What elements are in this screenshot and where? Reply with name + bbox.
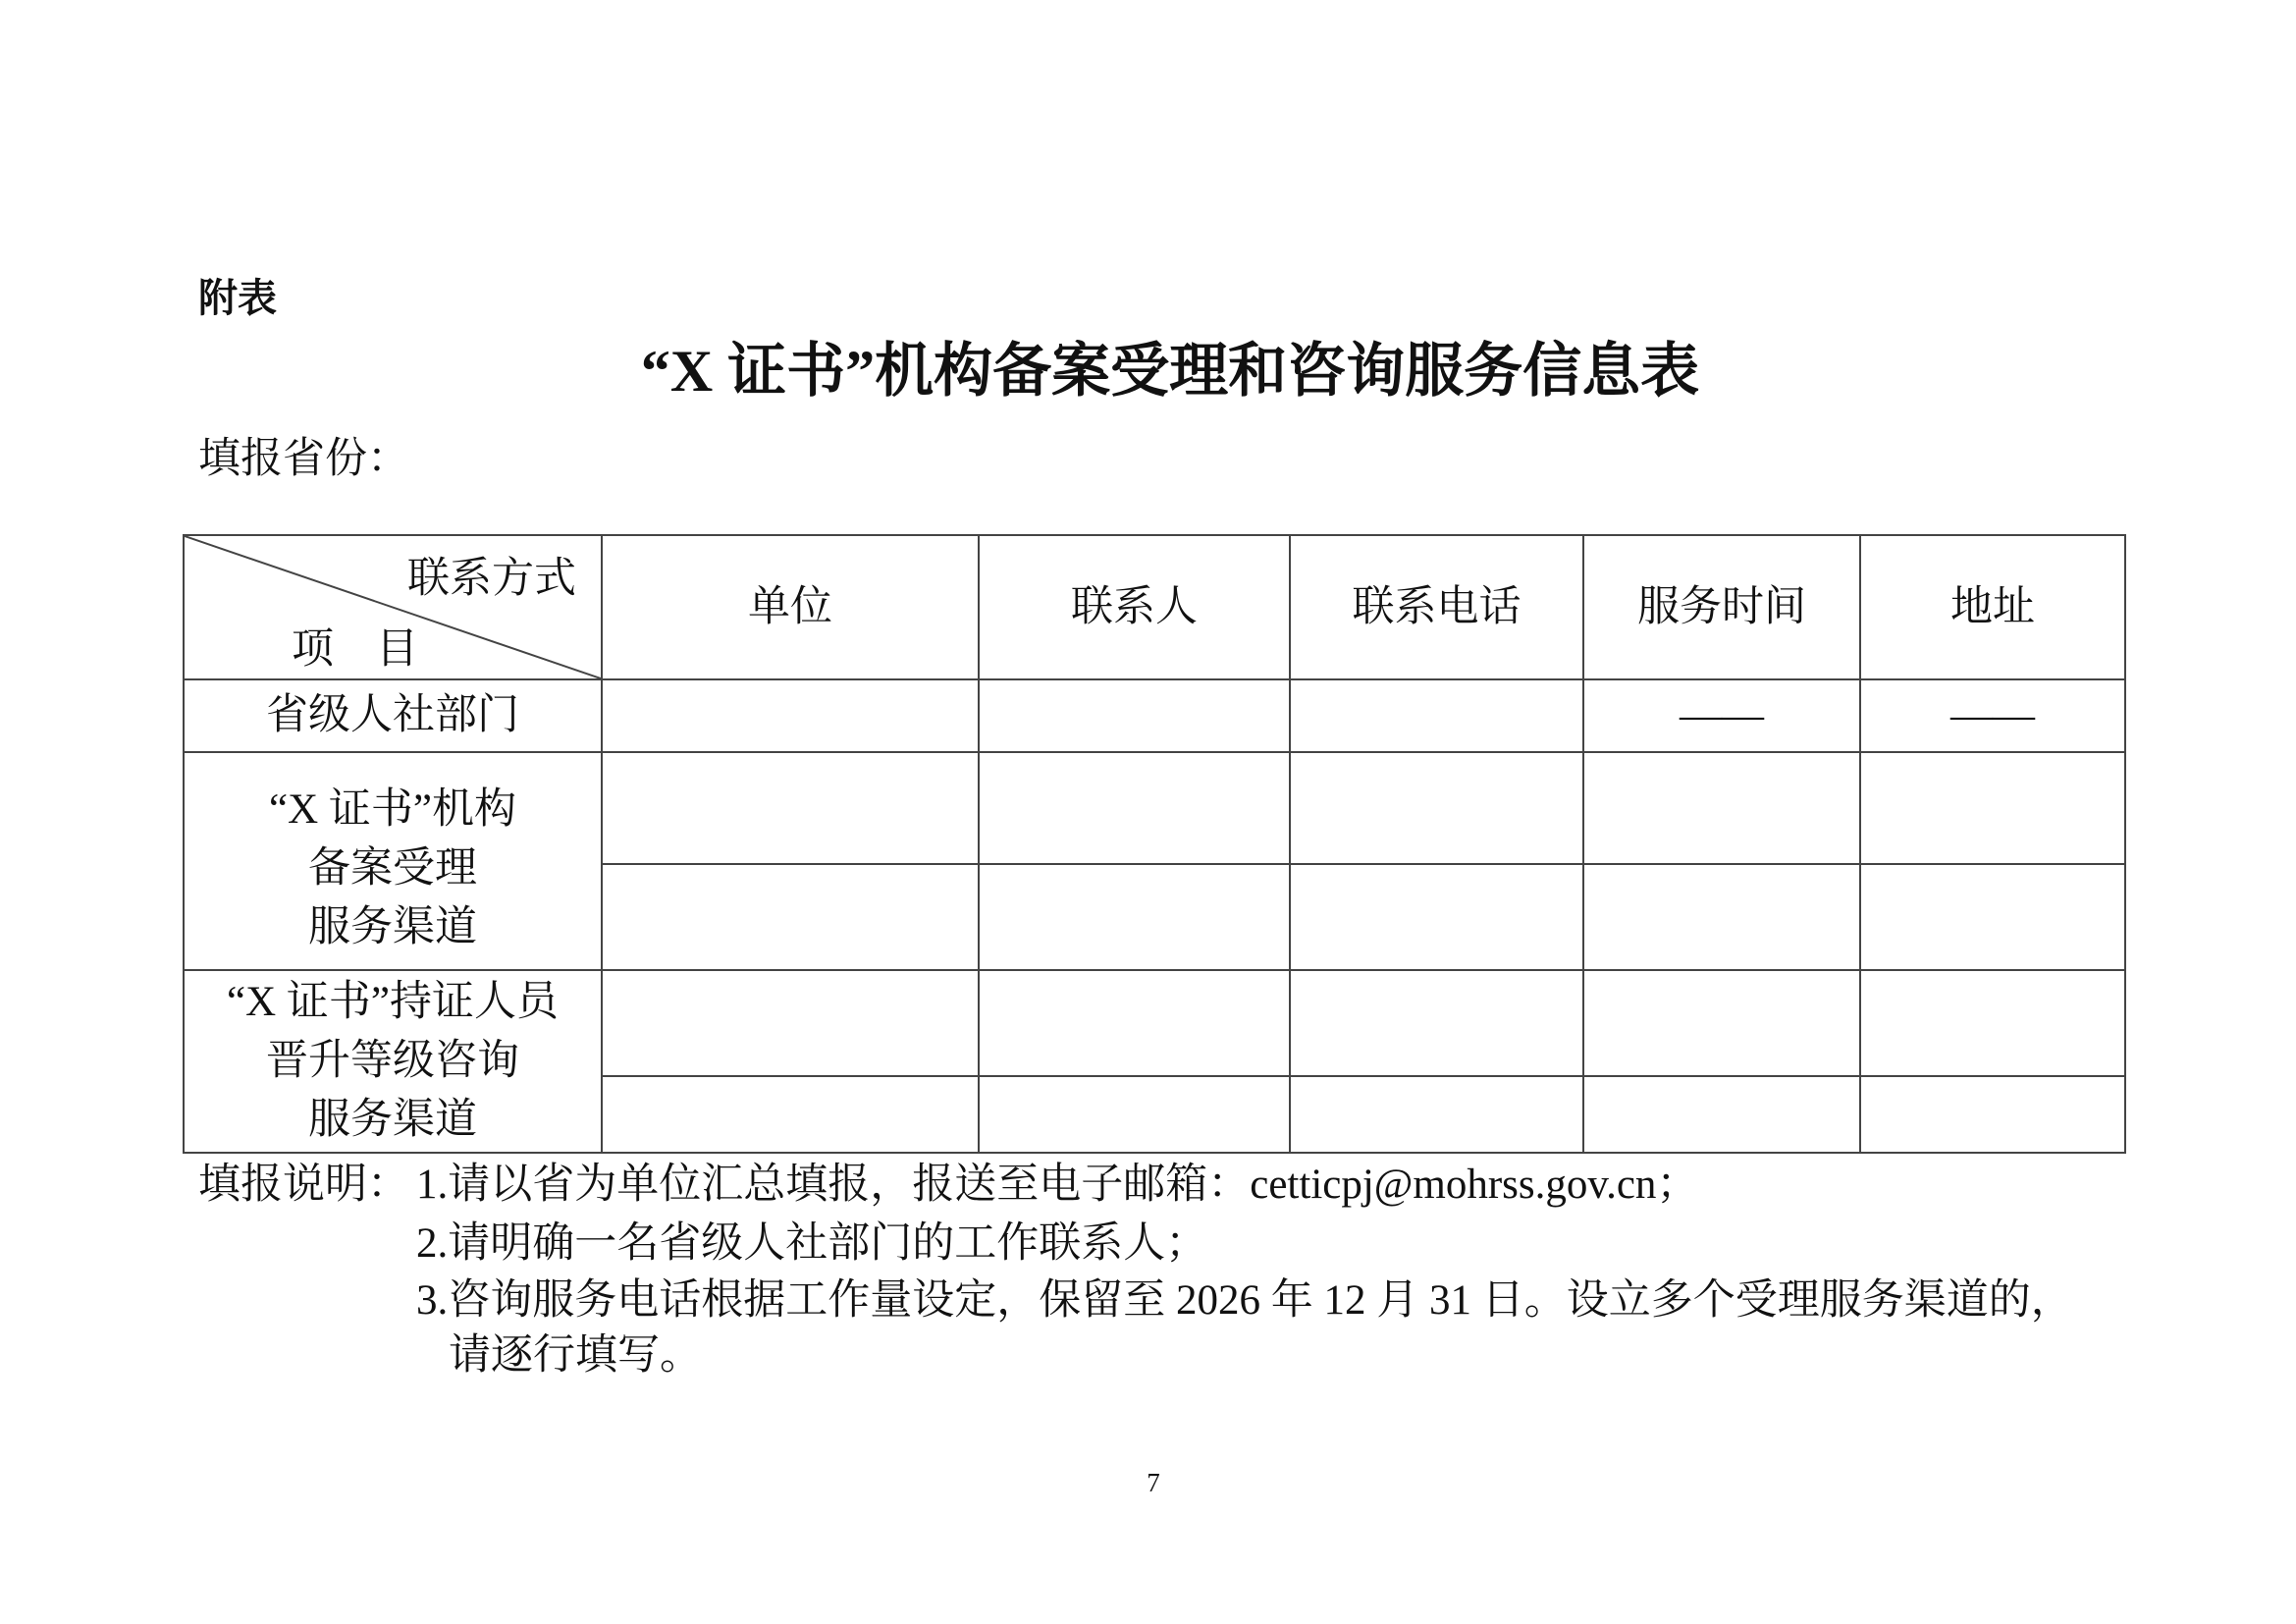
row-label-line: 晋升等级咨询: [266, 1038, 519, 1084]
filling-notes-item-3: 3.咨询服务电话根据工作量设定，保留至 2026 年 12 月 31 日。设立多个受理服务渠道的，: [416, 1277, 2073, 1324]
cell-provincial-phone: [1290, 679, 1583, 752]
cell-filing-2-phone: [1290, 864, 1583, 970]
filling-notes-label: 填报说明：: [198, 1162, 409, 1208]
cell-consult-1-service-time: [1583, 970, 1860, 1076]
row-label-line: “X 证书”机构: [269, 786, 516, 833]
page-title: “X 证书”机构备案受理和咨询服务信息表: [640, 339, 1700, 404]
cell-consult-2-contact-person: [979, 1076, 1290, 1153]
cell-filing-2-contact-person: [979, 864, 1290, 970]
row-label-line: “X 证书”持证人员: [227, 979, 559, 1025]
corner-header-contact-method: 联系方式: [407, 556, 576, 602]
cell-consult-1-contact-person: [979, 970, 1290, 1076]
cell-consult-2-address: [1860, 1076, 2125, 1153]
cell-filing-2-unit: [602, 864, 979, 970]
cell-filing-1-unit: [602, 752, 979, 864]
cell-consult-1-phone: [1290, 970, 1583, 1076]
filling-notes-item-3-continuation: 请逐行填写。: [449, 1332, 702, 1379]
row-label-line: 服务渠道: [308, 1097, 477, 1143]
table-header-row: [184, 535, 2125, 679]
table-corner-cell: [184, 535, 602, 679]
table-row-filing-channel-1: [184, 752, 2125, 864]
cell-filing-2-service-time: [1583, 864, 1860, 970]
column-header-address: 地址: [1860, 535, 2125, 679]
cell-consult-1-address: [1860, 970, 2125, 1076]
cell-filing-1-service-time: [1583, 752, 1860, 864]
cell-provincial-contact-person: [979, 679, 1290, 752]
cell-consult-2-unit: [602, 1076, 979, 1153]
corner-header-item: 项 目: [292, 626, 418, 673]
cell-consult-1-unit: [602, 970, 979, 1076]
filling-notes-item-1: [198, 1158, 1699, 1213]
column-header-service-time: 服务时间: [1583, 535, 1860, 679]
column-header-contact-person: 联系人: [979, 535, 1290, 679]
row-label-filing-channel: [184, 752, 602, 970]
cell-consult-2-phone: [1290, 1076, 1583, 1153]
column-header-unit: 单位: [602, 535, 979, 679]
column-header-phone: 联系电话: [1290, 535, 1583, 679]
row-label-line: 备案受理: [308, 845, 477, 892]
cell-consult-2-service-time: [1583, 1076, 1860, 1153]
cell-provincial-service-time: ——: [1583, 679, 1860, 752]
filling-notes-item-2: 2.请明确一名省级人社部门的工作联系人；: [416, 1220, 1208, 1267]
province-field-label: 填报省份：: [198, 436, 409, 482]
cell-filing-1-phone: [1290, 752, 1583, 864]
cell-provincial-address: ——: [1860, 679, 2125, 752]
row-label-consult-channel: [184, 970, 602, 1153]
attachment-label: 附表: [198, 277, 277, 320]
row-label-provincial-dept: 省级人社部门: [184, 679, 602, 752]
table-row-consult-channel-1: [184, 970, 2125, 1076]
row-label-line: 服务渠道: [308, 904, 477, 950]
page-number: 7: [1147, 1468, 1160, 1497]
cell-filing-2-address: [1860, 864, 2125, 970]
filling-note-text: 1.请以省为单位汇总填报，报送至电子邮箱：cetticpj@mohrss.gov.cn；: [416, 1162, 1699, 1208]
cell-filing-1-address: [1860, 752, 2125, 864]
cell-provincial-unit: [602, 679, 979, 752]
table-row-provincial-dept: [184, 679, 2125, 752]
info-table: [183, 534, 2126, 1154]
cell-filing-1-contact-person: [979, 752, 1290, 864]
